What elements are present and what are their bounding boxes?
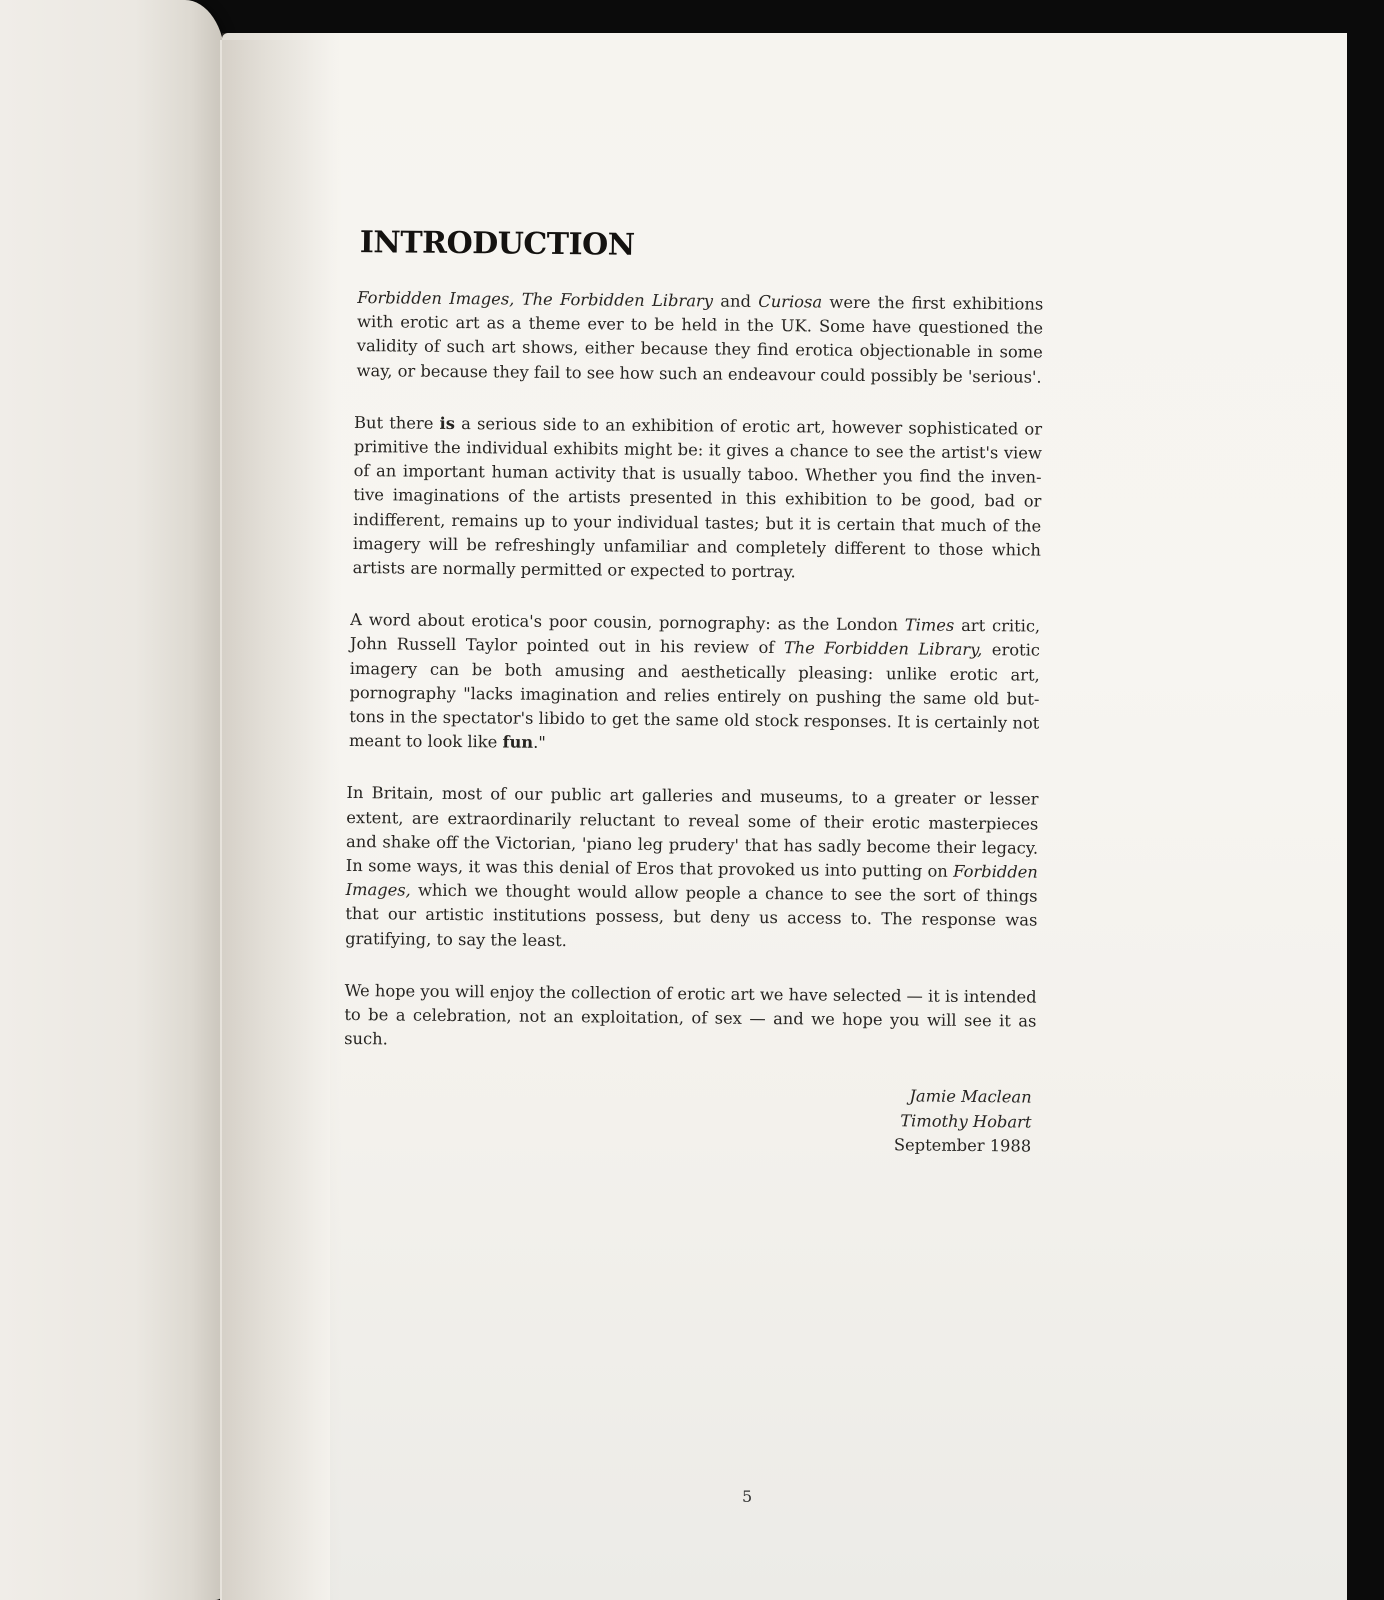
page-title: INTRODUCTION [359,225,635,263]
paragraph-3: A word about erotica's poor cousin, pornography: as the London Times art critic, John Russell Taylor pointed out in his review of The Forbidden Library, erotic imagery can be both amusing and aesthetically pleasing: unlike erotic art, pornography "lacks imagination and relies entirely on pushing the same old buttons in the spectator's libido to get the same old stock responses. It is certainly not meant to look like fun." [348,610,1041,753]
page-gutter [220,40,330,1600]
title-curiosa: Curiosa [758,291,823,312]
introduction-section [343,225,1044,1160]
page-number: 5 [742,1487,753,1506]
paragraph-1: Forbidden Images, The Forbidden Library and Curiosa were the first exhibitions with erotic art as a theme ever to be held in the UK. Some have questioned the validity of such art shows, either because they find erotica objectionable in some way, or because they fail to see how such an endeavour could possibly be 'serious'. [356,288,1044,387]
title-forbidden-library-2: The Forbidden Library, [783,638,983,660]
paragraph-5: We hope you will enjoy the collection of erotic art we have selected — it is intended to be a celebration, not an exploitation, of sex — and we hope you will see it as such. [344,980,1037,1049]
paragraph-4: In Britain, most of our public art galleries and museums, to a greater or lesser extent, are extraordinarily reluctant to reveal some of their erotic masterpieces and shake off the Victorian, 'piano leg prudery' that has sadly become their legacy. In some ways, it was this denial of Eros that provoked us into putting on Forbidden Images, which we thought would allow people a chance to see the sort of things that our artistic institutions possess, but deny us access to. The response was gratifying, to say the least. [345,783,1039,950]
title-forbidden-images-2: Forbidden Images, [345,861,1038,900]
title-forbidden-images: Forbidden Images, [357,288,515,309]
emphasis-is: is [439,413,456,433]
signature-block [343,1079,1036,1159]
left-page [0,0,225,1600]
title-times: Times [904,615,955,636]
signature-date: September 1988 [893,1135,1032,1157]
signature-name-2: Timothy Hobart [900,1111,1032,1132]
title-forbidden-library: The Forbidden Library [521,289,714,311]
signature-name-1: Jamie Maclean [909,1086,1032,1108]
paragraph-2: But there is a serious side to an exhibition of erotic art, however sophisticated or primitive the individual exhibits might be: it gives a chance to see the artist's view of an important human activity that is usually taboo. Whether you find the inventive imaginations of the artists presented in this exhibition to be good, bad or indifferent, remains up to your individual tastes; but it is certain that much of the imagery will be refreshingly unfamiliar and completely different to those which artists are normally permitted or expected to portray. [352,412,1043,582]
emphasis-fun: fun [502,732,534,753]
